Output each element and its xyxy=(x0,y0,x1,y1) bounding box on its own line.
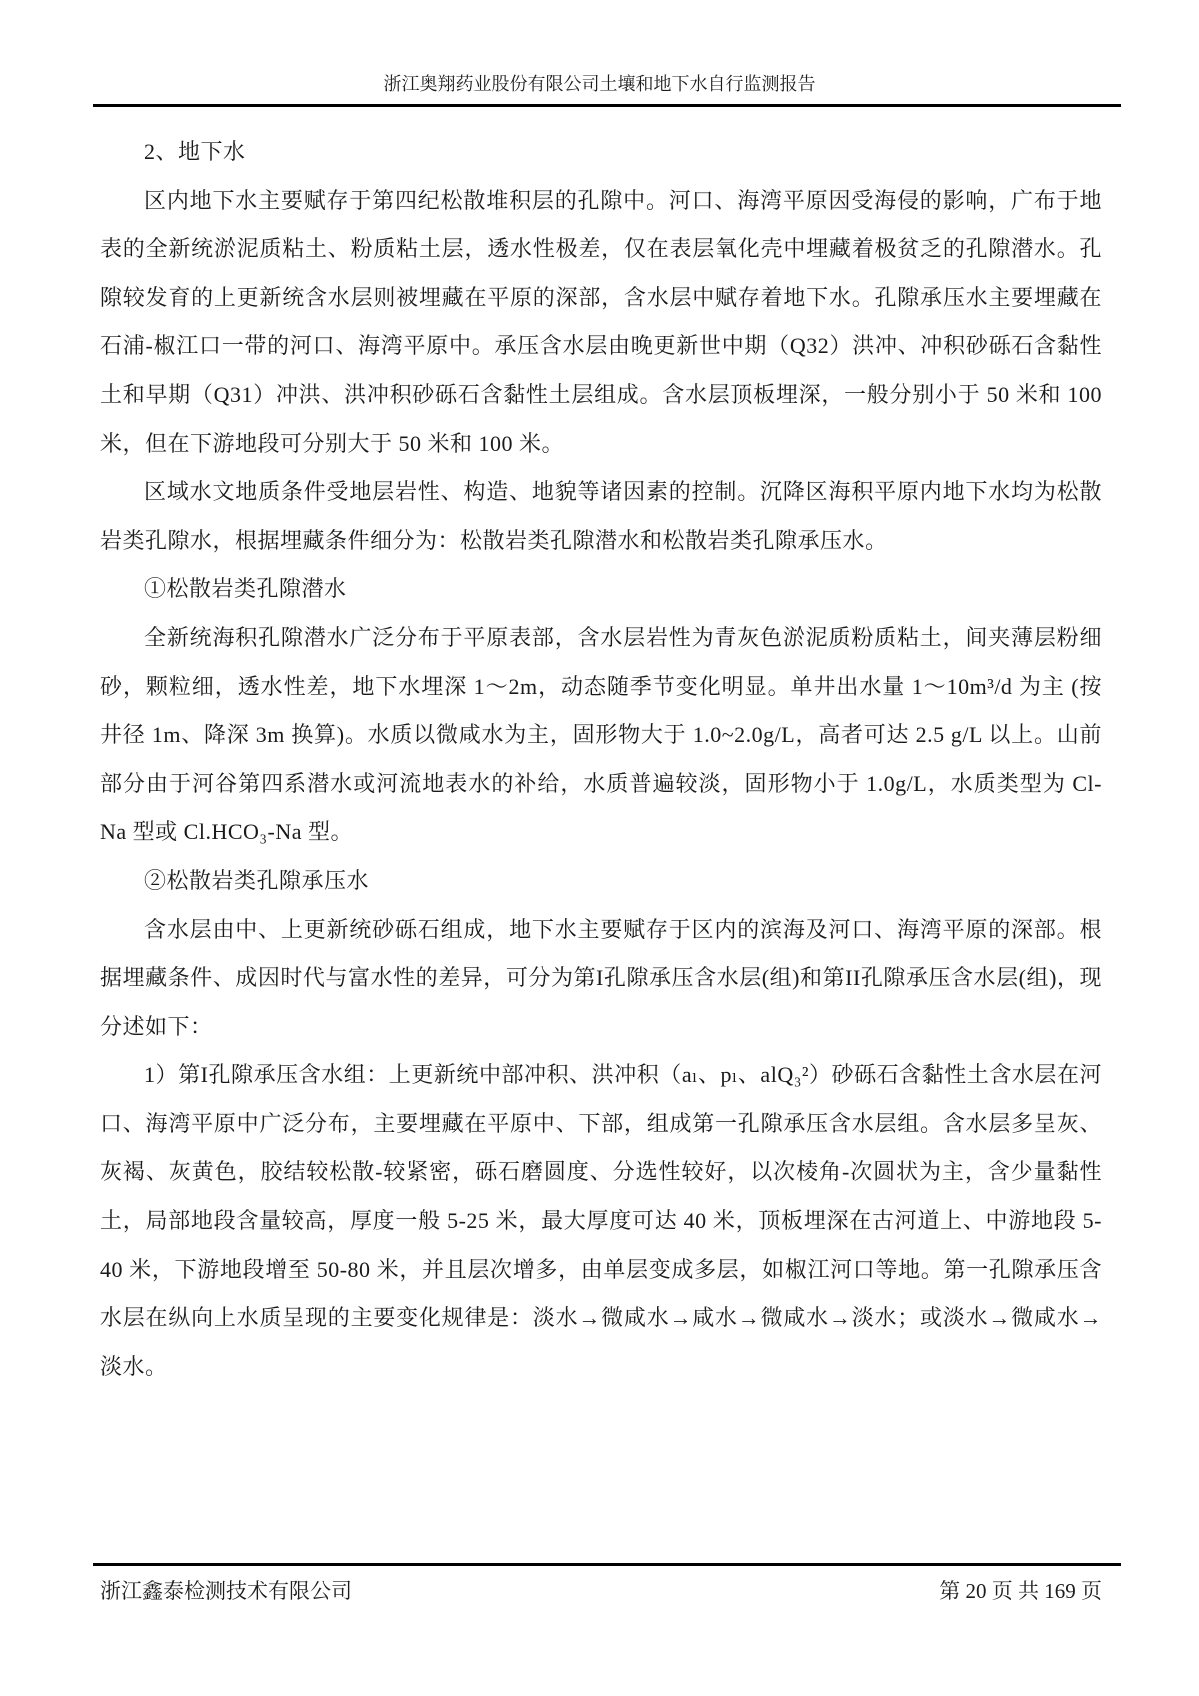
section-heading: 2、地下水 xyxy=(144,139,246,164)
paragraph-phreatic-water-detail: 全新统海积孔隙潜水广泛分布于平原表部，含水层岩性为青灰色淤泥质粉质粘土，间夹薄层粉细砂，颗粒细，透水性差，地下水埋深 1～2m，动态随季节变化明显。单井出水量 1～10m³/d 为主 (按井径 1m、降深 3m 换算)。水质以微咸水为主，固形物大于 1.0~2.0g/L，高者可达 2.5 g/L 以上。山前部分由于河谷第四系潜水或河流地表水的补给，水质普遍较淡，固形物小于 1.0g/L，水质类型为 Cl-Na 型或 Cl.HCO₃-Na 型。 xyxy=(100,624,1102,845)
paragraph-groundwater-overview: 区内地下水主要赋存于第四纪松散堆积层的孔隙中。河口、海湾平原因受海侵的影响，广布于地表的全新统淤泥质粘土、粉质粘土层，透水性极差，仅在表层氧化壳中埋藏着极贫乏的孔隙潜水。孔隙较发育的上更新统含水层则被埋藏在平原的深部，含水层中赋存着地下水。孔隙承压水主要埋藏在石浦-椒江口一带的河口、海湾平原中。承压含水层由晚更新世中期（Q32）洪冲、冲积砂砾石含黏性土和早期（Q31）冲洪、洪冲积砂砾石含黏性土层组成。含水层顶板埋深，一般分别小于 50 米和 100 米，但在下游地段可分别大于 50 米和 100 米。 xyxy=(100,187,1102,456)
paragraph-first-confined-aquifer: 1）第I孔隙承压含水组：上更新统中部冲积、洪冲积（aₗ、pₗ、alQ₃²）砂砾石含黏性土含水层在河口、海湾平原中广泛分布，主要埋藏在平原中、下部，组成第一孔隙承压含水层组。含水层多呈灰、灰褐、灰黄色，胶结较松散-较紧密，砾石磨圆度、分选性较好，以次棱角-次圆状为主，含少量黏性土，局部地段含量较高，厚度一般 5-25 米，最大厚度可达 40 米，顶板埋深在古河道上、中游地段 5-40 米，下游地段增至 50-80 米，并且层次增多，由单层变成多层，如椒江河口等地。第一孔隙承压含水层在纵向上水质呈现的主要变化规律是：淡水→微咸水→咸水→微咸水→淡水；或淡水→微咸水→淡水。 xyxy=(100,1062,1102,1379)
header-divider xyxy=(93,104,1121,107)
paragraph-hydrogeology-conditions: 区域水文地质条件受地层岩性、构造、地貌等诸因素的控制。沉降区海积平原内地下水均为松散岩类孔隙水，根据埋藏条件细分为：松散岩类孔隙潜水和松散岩类孔隙承压水。 xyxy=(100,479,1102,553)
footer-company: 浙江鑫泰检测技术有限公司 xyxy=(100,1579,352,1603)
document-body xyxy=(100,128,1102,1391)
subheading-pore-confined-water: ②松散岩类孔隙承压水 xyxy=(144,867,370,893)
footer-divider xyxy=(93,1563,1121,1566)
paragraph-confined-water-intro: 含水层由中、上更新统砂砾石组成，地下水主要赋存于区内的滨海及河口、海湾平原的深部。根据埋藏条件、成因时代与富水性的差异，可分为第I孔隙承压含水层(组)和第II孔隙承压含水层(组)，现分述如下： xyxy=(100,916,1102,1039)
footer-page-number: 第 20 页 共 169 页 xyxy=(939,1579,1102,1603)
subheading-pore-phreatic-water: ①松散岩类孔隙潜水 xyxy=(144,576,347,602)
page-footer xyxy=(100,1576,1102,1606)
header-title: 浙江奥翔药业股份有限公司土壤和地下水自行监测报告 xyxy=(383,74,816,94)
